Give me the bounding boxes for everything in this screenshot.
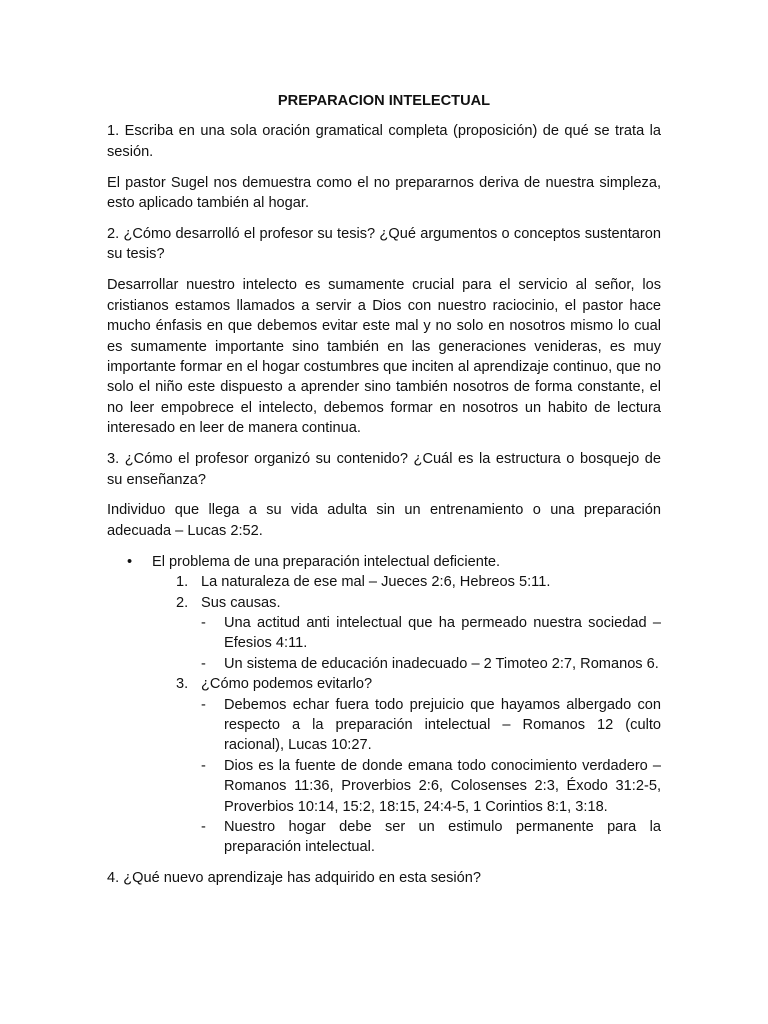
numbered-item-1 bbox=[107, 572, 661, 592]
dash-marker: - bbox=[201, 614, 206, 631]
document-body bbox=[107, 91, 661, 899]
numbered-list bbox=[107, 572, 661, 858]
dash-marker: - bbox=[201, 757, 206, 774]
question-1: 1. Escriba en una sola oración gramatical completa (proposición) de qué se trata la sesión. bbox=[107, 123, 661, 160]
question-3: 3. ¿Cómo el profesor organizó su contenido? ¿Cuál es la estructura o bosquejo de su enseñanza? bbox=[107, 451, 661, 488]
dash-list bbox=[107, 695, 661, 858]
dash-item-text: Una actitud anti intelectual que ha permeado nuestra sociedad – Efesios 4:11. bbox=[224, 614, 661, 652]
dash-item-text: Debemos echar fuera todo prejuicio que hayamos albergado con respecto a la preparación intelectual – Romanos 12 (culto racional), Lucas 10:27. bbox=[224, 696, 661, 754]
outline-heading: El problema de una preparación intelectual deficiente. bbox=[152, 553, 501, 570]
dash-item bbox=[107, 817, 661, 858]
numbered-marker: 2. bbox=[176, 594, 189, 611]
dash-item-text: Dios es la fuente de donde emana todo conocimiento verdadero – Romanos 11:36, Proverbios 2:6, Colosenses 2:3, Éxodo 31:2-5, Proverbios 10:14, 15:2, 18:15, 24:4-5, 1 Corintios 8:1, 3:18. bbox=[224, 757, 661, 815]
numbered-marker: 1. bbox=[176, 574, 189, 591]
dash-marker: - bbox=[201, 819, 206, 835]
dash-item bbox=[107, 756, 661, 817]
numbered-item-text: ¿Cómo podemos evitarlo? bbox=[201, 676, 373, 693]
numbered-item-3 bbox=[107, 674, 661, 694]
dash-marker: - bbox=[201, 655, 206, 672]
answer-3: Individuo que llega a su vida adulta sin un entrenamiento o una preparación adecuada – Lucas 2:52. bbox=[107, 502, 661, 539]
outline-numbered-container bbox=[107, 572, 661, 858]
question-4: 4. ¿Qué nuevo aprendizaje has adquirido en esta sesión? bbox=[107, 869, 482, 886]
dash-item bbox=[107, 613, 661, 654]
dash-item-text: Nuestro hogar debe ser un estimulo permanente para la preparación intelectual. bbox=[224, 819, 661, 856]
answer-1: El pastor Sugel nos demuestra como el no prepararnos deriva de nuestra simpleza, esto aplicado también al hogar. bbox=[107, 174, 661, 212]
page-title: PREPARACION INTELECTUAL bbox=[277, 93, 491, 109]
dash-list bbox=[107, 613, 661, 674]
outline-list bbox=[107, 552, 661, 858]
question-2: 2. ¿Cómo desarrolló el profesor su tesis? ¿Qué argumentos o conceptos sustentaron su tesis? bbox=[107, 226, 661, 263]
numbered-item-2 bbox=[107, 593, 661, 613]
numbered-marker: 3. bbox=[176, 676, 189, 693]
outline-bullet-item bbox=[107, 552, 661, 572]
sublist-container bbox=[107, 695, 661, 858]
dash-item bbox=[107, 654, 661, 674]
sublist-container bbox=[107, 613, 661, 674]
dash-marker: - bbox=[201, 696, 206, 713]
answer-2: Desarrollar nuestro intelecto es sumamente crucial para el servicio al señor, los cristianos estamos llamados a servir a Dios con nuestro raciocinio, el pastor hace mucho énfasis en que debemos evitar este mal y no solo en nosotros mismo lo cual es sumamente importante sino también en las generaciones venideras, es muy importante formar en el hogar costumbres que inciten al aprendizaje continuo, que no solo el niño este dispuesto a aprender sino también nosotros de forma constante, el no leer empobrece el intelecto, debemos formar en nosotros un habito de lectura interesado en leer de manera continua. bbox=[107, 277, 661, 437]
dash-item bbox=[107, 695, 661, 756]
bullet-icon: • bbox=[127, 553, 133, 570]
dash-item-text: Un sistema de educación inadecuado – 2 Timoteo 2:7, Romanos 6. bbox=[224, 655, 659, 672]
numbered-item-text: La naturaleza de ese mal – Jueces 2:6, Hebreos 5:11. bbox=[201, 574, 551, 591]
numbered-item-text: Sus causas. bbox=[201, 594, 281, 611]
